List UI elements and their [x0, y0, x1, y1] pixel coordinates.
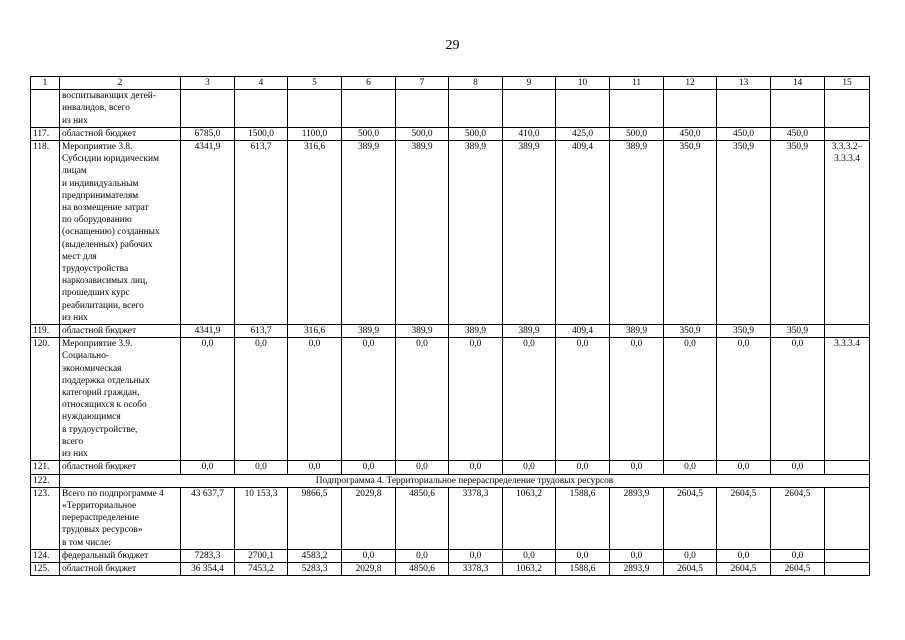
cell-line: «Территориальное	[62, 500, 137, 511]
value-cell: 350,9	[664, 325, 717, 338]
cell-line: поддержка отдельных	[62, 375, 150, 386]
column-header: 11	[610, 77, 664, 90]
column-header: 7	[396, 77, 449, 90]
value-cell: 0,0	[449, 461, 503, 474]
table-row	[31, 90, 870, 128]
cell-line: прошедших курс	[62, 288, 130, 299]
value-cell: 500,0	[396, 127, 449, 140]
value-cell: 613,7	[235, 325, 288, 338]
cell-line: по оборудованию	[62, 215, 132, 226]
cell-line: Мероприятие 3.8.	[62, 142, 133, 153]
value-cell: 1588,6	[556, 487, 610, 549]
indicator-code	[825, 461, 870, 474]
row-number: 118.	[31, 141, 60, 325]
value-cell: 3378,3	[449, 562, 503, 575]
cell-line: воспитывающих детей-	[62, 91, 156, 102]
value-cell: 7283,3	[181, 549, 235, 562]
indicator-code	[825, 549, 870, 562]
cell-line: 3.3.3.4	[834, 339, 860, 350]
row-number	[31, 90, 60, 128]
indicator-code	[825, 141, 870, 325]
value-cell: 0,0	[181, 338, 235, 461]
value-cell: 0,0	[342, 461, 396, 474]
value-cell: 0,0	[288, 461, 342, 474]
row-number: 117.	[31, 127, 60, 140]
value-cell: 0,0	[181, 461, 235, 474]
value-cell: 389,9	[503, 141, 556, 325]
cell-line: Мероприятие 3.9.	[62, 339, 133, 350]
value-cell: 409,4	[556, 325, 610, 338]
value-cell: 1100,0	[288, 127, 342, 140]
column-header: 5	[288, 77, 342, 90]
value-cell: 409,4	[556, 141, 610, 325]
value-cell: 0,0	[449, 338, 503, 461]
value-cell: 0,0	[396, 461, 449, 474]
cell-line: трудовых ресурсов»	[62, 525, 143, 536]
value-cell: 2604,5	[771, 562, 825, 575]
cell-line: Социально-	[62, 351, 109, 362]
cell-line: лицам	[62, 166, 87, 177]
value-cell	[396, 90, 449, 128]
value-cell: 2029,8	[342, 562, 396, 575]
cell-line: из них	[62, 449, 88, 460]
cell-line: федеральный бюджет	[62, 550, 149, 561]
cell-line: Субсидии юридическим	[62, 154, 159, 165]
column-header: 2	[60, 77, 181, 90]
table-row	[31, 338, 870, 461]
cell-line: областной бюджет	[62, 462, 137, 473]
value-cell: 2604,5	[771, 487, 825, 549]
row-name	[60, 562, 181, 575]
value-cell: 2604,5	[717, 487, 771, 549]
value-cell: 0,0	[717, 549, 771, 562]
value-cell: 389,9	[610, 325, 664, 338]
value-cell: 1588,6	[556, 562, 610, 575]
row-name	[60, 338, 181, 461]
table-row	[31, 562, 870, 575]
value-cell: 500,0	[610, 127, 664, 140]
cell-line: на возмещение затрат	[62, 203, 149, 214]
value-cell: 425,0	[556, 127, 610, 140]
value-cell: 2604,5	[664, 562, 717, 575]
value-cell: 6785,0	[181, 127, 235, 140]
cell-line: нуждающимся	[62, 412, 121, 423]
cell-line: (оснащению) созданных	[62, 227, 160, 238]
value-cell	[610, 90, 664, 128]
indicator-code	[825, 338, 870, 461]
value-cell	[664, 90, 717, 128]
row-number: 123.	[31, 487, 60, 549]
table-row	[31, 549, 870, 562]
value-cell	[717, 90, 771, 128]
cell-line: областной бюджет	[62, 128, 137, 139]
value-cell: 350,9	[771, 325, 825, 338]
value-cell: 4850,6	[396, 487, 449, 549]
column-header: 13	[717, 77, 771, 90]
value-cell: 9866,5	[288, 487, 342, 549]
table-row	[31, 325, 870, 338]
value-cell: 0,0	[771, 338, 825, 461]
value-cell	[771, 90, 825, 128]
value-cell	[556, 90, 610, 128]
cell-line: в том числе:	[62, 537, 111, 548]
column-header: 14	[771, 77, 825, 90]
value-cell: 4341,9	[181, 325, 235, 338]
row-name	[60, 90, 181, 128]
column-header: 6	[342, 77, 396, 90]
value-cell: 389,9	[342, 325, 396, 338]
value-cell: 2604,5	[664, 487, 717, 549]
value-cell: 0,0	[771, 549, 825, 562]
value-cell: 500,0	[342, 127, 396, 140]
row-number: 124.	[31, 549, 60, 562]
value-cell: 389,9	[610, 141, 664, 325]
table-row	[31, 127, 870, 140]
value-cell: 0,0	[664, 461, 717, 474]
value-cell: 0,0	[610, 461, 664, 474]
value-cell	[503, 90, 556, 128]
cell-line: областной бюджет	[62, 563, 137, 574]
value-cell: 3378,3	[449, 487, 503, 549]
row-number: 125.	[31, 562, 60, 575]
value-cell: 2893,9	[610, 562, 664, 575]
cell-line: относящихся к особо	[62, 400, 147, 411]
value-cell: 350,9	[664, 141, 717, 325]
value-cell: 0,0	[610, 338, 664, 461]
value-cell: 5283,3	[288, 562, 342, 575]
cell-line: категорий граждан,	[62, 388, 140, 399]
value-cell: 0,0	[664, 549, 717, 562]
value-cell: 2700,1	[235, 549, 288, 562]
table-row	[31, 474, 870, 487]
value-cell: 1063,2	[503, 562, 556, 575]
value-cell: 36 354,4	[181, 562, 235, 575]
value-cell: 410,0	[503, 127, 556, 140]
column-header: 10	[556, 77, 610, 90]
cell-line: наркозависимых лиц,	[62, 276, 148, 287]
value-cell: 0,0	[556, 338, 610, 461]
value-cell: 0,0	[396, 338, 449, 461]
value-cell: 0,0	[235, 461, 288, 474]
value-cell: 500,0	[449, 127, 503, 140]
cell-line: мест для	[62, 251, 97, 262]
value-cell: 350,9	[717, 325, 771, 338]
value-cell: 389,9	[449, 141, 503, 325]
cell-line: и индивидуальным	[62, 178, 139, 189]
row-name	[60, 127, 181, 140]
value-cell: 4341,9	[181, 141, 235, 325]
value-cell: 316,6	[288, 325, 342, 338]
value-cell: 0,0	[503, 549, 556, 562]
value-cell: 389,9	[503, 325, 556, 338]
column-header: 12	[664, 77, 717, 90]
cell-line: 3.3.3.4	[834, 154, 860, 165]
cell-line: реабилитации, всего	[62, 300, 144, 311]
row-name	[60, 549, 181, 562]
table-row	[31, 487, 870, 549]
column-header: 8	[449, 77, 503, 90]
value-cell: 0,0	[503, 338, 556, 461]
value-cell: 1500,0	[235, 127, 288, 140]
value-cell: 0,0	[717, 338, 771, 461]
page-number: 29	[445, 38, 460, 53]
column-header: 1	[31, 77, 60, 90]
value-cell: 2893,9	[610, 487, 664, 549]
row-number: 121.	[31, 461, 60, 474]
header-row	[31, 77, 870, 90]
budget-table	[30, 76, 870, 576]
value-cell: 1063,2	[503, 487, 556, 549]
value-cell: 0,0	[556, 461, 610, 474]
cell-line: областной бюджет	[62, 326, 137, 337]
value-cell	[449, 90, 503, 128]
column-header: 9	[503, 77, 556, 90]
value-cell: 4583,2	[288, 549, 342, 562]
indicator-code	[825, 562, 870, 575]
cell-line: экономическая	[62, 363, 122, 374]
cell-line: из них	[62, 312, 88, 323]
value-cell: 10 153,3	[235, 487, 288, 549]
row-number: 120.	[31, 338, 60, 461]
value-cell: 389,9	[396, 141, 449, 325]
value-cell: 0,0	[235, 338, 288, 461]
value-cell: 0,0	[771, 461, 825, 474]
value-cell: 43 637,7	[181, 487, 235, 549]
value-cell: 389,9	[449, 325, 503, 338]
row-name	[60, 325, 181, 338]
value-cell: 350,9	[717, 141, 771, 325]
value-cell: 350,9	[771, 141, 825, 325]
cell-line: перераспределение	[62, 513, 139, 524]
cell-line: предпринимателям	[62, 190, 139, 201]
value-cell: 2029,8	[342, 487, 396, 549]
value-cell: 7453,2	[235, 562, 288, 575]
value-cell: 450,0	[664, 127, 717, 140]
table-row	[31, 461, 870, 474]
value-cell	[181, 90, 235, 128]
indicator-code	[825, 325, 870, 338]
value-cell	[235, 90, 288, 128]
value-cell: 0,0	[396, 549, 449, 562]
column-header: 15	[825, 77, 870, 90]
cell-line: из них	[62, 115, 88, 126]
row-number: 119.	[31, 325, 60, 338]
value-cell: 0,0	[449, 549, 503, 562]
cell-line: (выделенных) рабочих	[62, 239, 153, 250]
indicator-code	[825, 90, 870, 128]
value-cell: 450,0	[771, 127, 825, 140]
value-cell: 0,0	[556, 549, 610, 562]
row-name	[60, 141, 181, 325]
value-cell: 4850,6	[396, 562, 449, 575]
table-row	[31, 141, 870, 325]
value-cell: 389,9	[342, 141, 396, 325]
value-cell	[288, 90, 342, 128]
cell-line: Всего по подпрограмме 4	[62, 488, 164, 499]
row-name	[60, 461, 181, 474]
value-cell: 0,0	[342, 338, 396, 461]
value-cell: 0,0	[664, 338, 717, 461]
cell-line: инвалидов, всего	[62, 103, 130, 114]
row-number: 122.	[31, 474, 60, 487]
value-cell: 316,6	[288, 141, 342, 325]
column-header: 3	[181, 77, 235, 90]
value-cell: 2604,5	[717, 562, 771, 575]
value-cell: 0,0	[288, 338, 342, 461]
value-cell: 0,0	[610, 549, 664, 562]
value-cell: 389,9	[396, 325, 449, 338]
cell-line: в трудоустройстве,	[62, 424, 138, 435]
cell-line: 3.3.3.2–	[831, 142, 863, 153]
cell-line: всего	[62, 436, 84, 447]
subprogram-title: Подпрограмма 4. Территориальное перераспределение трудовых ресурсов	[60, 474, 870, 487]
value-cell: 450,0	[717, 127, 771, 140]
column-header: 4	[235, 77, 288, 90]
value-cell: 0,0	[503, 461, 556, 474]
row-name	[60, 487, 181, 549]
indicator-code	[825, 127, 870, 140]
indicator-code	[825, 487, 870, 549]
cell-line: трудоустройства	[62, 264, 129, 275]
value-cell: 0,0	[717, 461, 771, 474]
value-cell: 0,0	[342, 549, 396, 562]
value-cell	[342, 90, 396, 128]
value-cell: 613,7	[235, 141, 288, 325]
